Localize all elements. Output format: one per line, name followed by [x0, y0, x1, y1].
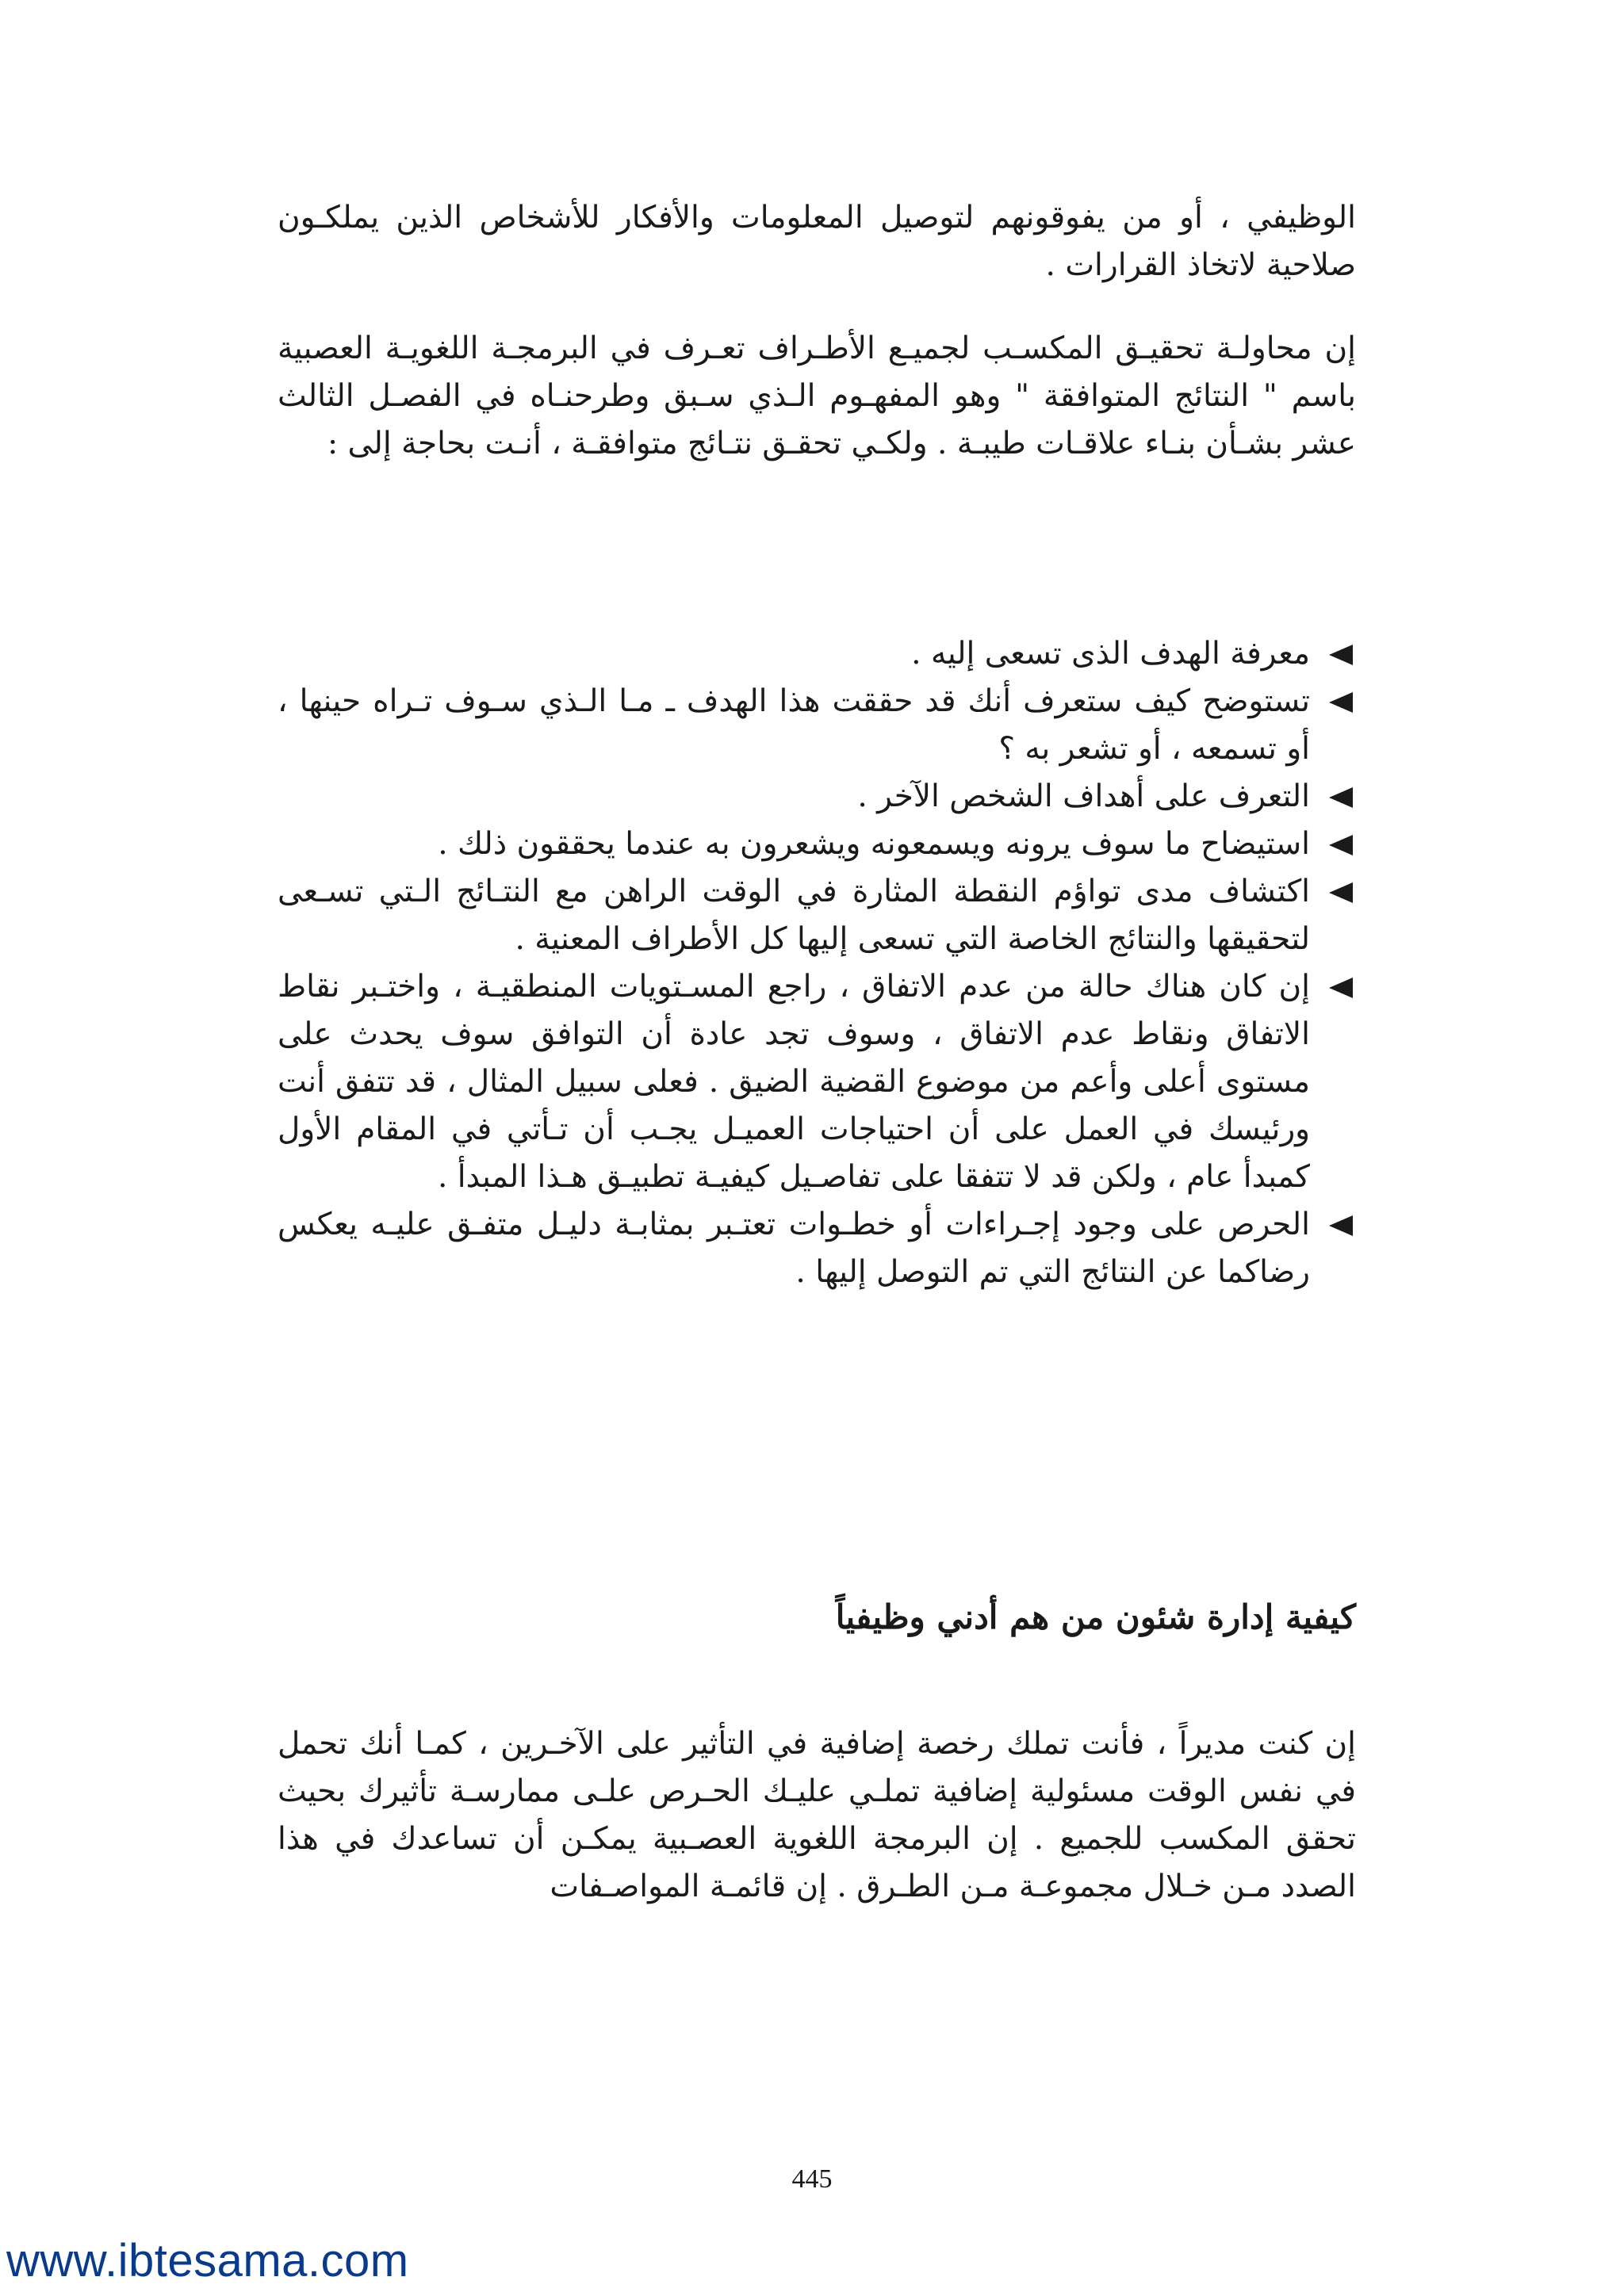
list-item-text: معرفة الهدف الذى تسعى إليه . [911, 636, 1310, 672]
paragraph-intro: إن محاولـة تحقيـق المكسـب لجميـع الأطـراف تعـرف في البرمجـة اللغويـة العصبية باسم " النتائج المتوافقة " وهو المفهـوم الـذي سـبق وطرحنـاه في الفصـل الثالث عشر بشـأن بنـاء علاقـات طيبـة . ولكـي تحقـق نتـائج متوافقـة ، أنـت بحاجة إلى : [278, 331, 1356, 461]
list-item [278, 868, 1356, 963]
triangle-bullet-icon [1329, 882, 1353, 903]
triangle-bullet-icon [1329, 692, 1353, 713]
list-item [278, 630, 1356, 678]
list-item [278, 773, 1356, 821]
list-item-text: الحرص على وجود إجـراءات أو خطـوات تعتـبر بمثابـة دليـل متفـق عليـه يعكس رضاكما عن النتائج التي تم التوصل إليها . [278, 1207, 1310, 1290]
list-item [278, 963, 1356, 1201]
list-item [278, 821, 1356, 868]
section-paragraph: إن كنت مديراً ، فأنت تملك رخصة إضافية في التأثير على الآخـرين ، كمـا أنك تحمل في نفس الوقت مسئولية إضافية تملـي عليـك الحـرص علـى ممارسـة تأثيرك بحيث تحقق المكسب للجميع . إن البرمجة اللغوية العصـبية يمكـن أن تساعدك في هذا الصدد مـن خـلال مجموعـة مـن الطـرق . إن قائمـة المواصـفات [278, 1726, 1356, 1904]
watermark-url: www.ibtesama.com [6, 2235, 409, 2286]
triangle-bullet-icon [1329, 835, 1353, 855]
triangle-bullet-icon [1329, 787, 1353, 808]
list-item-text: إن كان هناك حالة من عدم الاتفاق ، راجع المسـتويات المنطقيـة ، واختـبر نقاط الاتفاق ونقاط عدم الاتفاق ، وسوف تجد عادة أن التوافق سوف يحدث على مستوى أعلى وأعم من موضوع القضية الضيق . فعلى سبيل المثال ، قد تتفق أنت ورئيسك في العمل على أن احتياجات العميـل يجـب أن تـأتي في المقام الأول كمبدأ عام ، ولكن قد لا تتفقا على تفاصـيل كيفيـة تطبيـق هـذا المبدأ . [278, 969, 1310, 1195]
list-item-text: اكتشاف مدى تواؤم النقطة المثارة في الوقت الراهن مع النتـائج الـتي تسـعى لتحقيقها والنتائج الخاصة التي تسعى إليها كل الأطراف المعنية . [278, 874, 1310, 957]
section-heading: كيفية إدارة شئون من هم أدني وظيفياً [835, 1598, 1356, 1636]
list-item-text: التعرف على أهداف الشخص الآخر . [857, 779, 1310, 814]
triangle-bullet-icon [1329, 645, 1353, 665]
triangle-bullet-icon [1329, 978, 1353, 998]
list-item [278, 678, 1356, 773]
list-item-text: تستوضح كيف ستعرف أنك قد حققت هذا الهدف ـ مـا الـذي سـوف تـراه حينها ، أو تسمعه ، أو تشعر به ؟ [278, 683, 1310, 767]
bullet-list [278, 630, 1356, 1296]
paragraph-continuation: الوظيفي ، أو من يفوقونهم لتوصيل المعلومات والأفكار للأشخاص الذين يملكـون صلاحية لاتخاذ القرارات . [278, 200, 1356, 283]
list-item-text: استيضاح ما سوف يرونه ويسمعونه ويشعرون به عندما يحققون ذلك . [438, 826, 1310, 862]
page-number: 445 [791, 2164, 833, 2194]
triangle-bullet-icon [1329, 1215, 1353, 1236]
list-item [278, 1201, 1356, 1296]
